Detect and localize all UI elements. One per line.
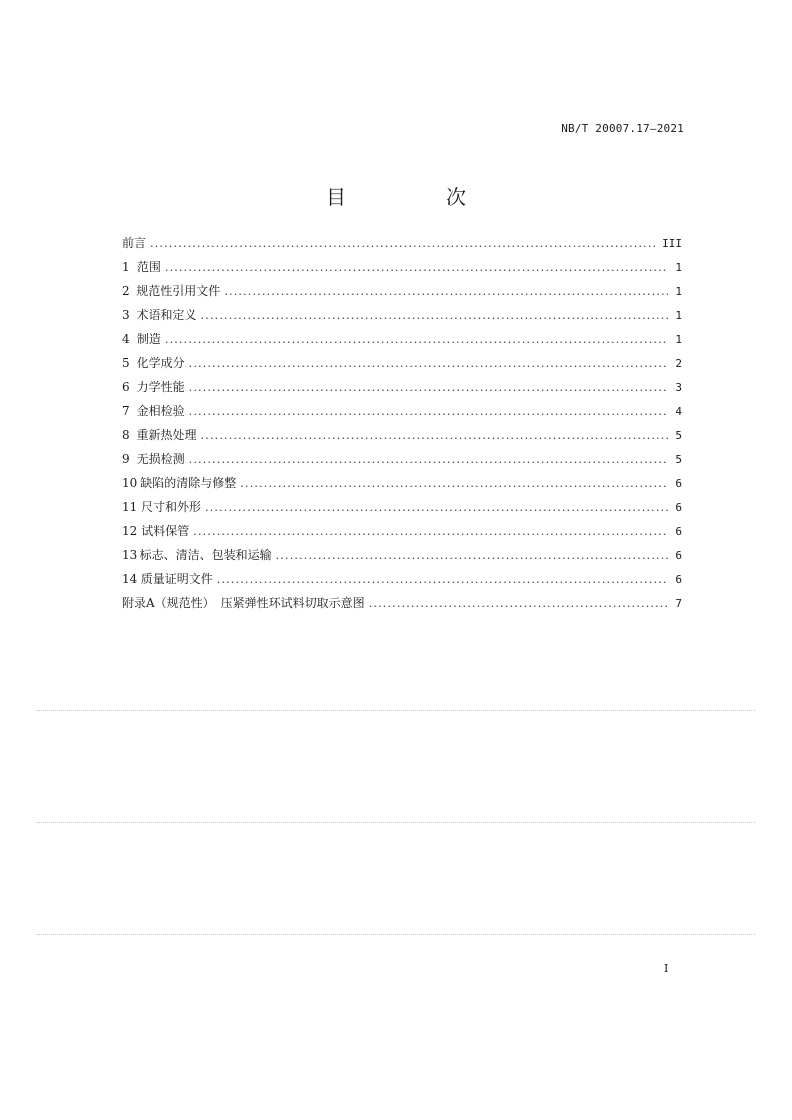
dotted-divider — [36, 934, 756, 935]
toc-entry-page: 1 — [675, 285, 682, 298]
toc-entry-appendix-a[interactable] — [122, 591, 682, 615]
toc-dot-leader — [165, 256, 668, 280]
toc-entry-number: 4 — [122, 332, 130, 346]
dotted-divider — [36, 822, 756, 823]
toc-entry-nondestructive-testing[interactable] — [122, 447, 682, 471]
toc-dot-leader — [165, 328, 668, 352]
toc-entry-label: 重新热处理 — [136, 428, 197, 442]
toc-entry-number: 9 — [122, 452, 130, 466]
toc-entry-marking-packaging[interactable] — [122, 543, 682, 567]
toc-entry-page: 6 — [675, 525, 682, 538]
toc-entry-label: 制造 — [136, 332, 161, 346]
toc-entry-label: 化学成分 — [136, 356, 185, 370]
toc-entry-number: 10 — [122, 476, 138, 490]
toc-entry-number: 12 — [122, 524, 138, 538]
toc-entry-label: 标志、清洁、包装和运输 — [139, 548, 272, 562]
toc-entry-number: 2 — [122, 284, 130, 298]
toc-dot-leader — [369, 592, 668, 616]
toc-entry-defect-removal[interactable] — [122, 471, 682, 495]
toc-dot-leader — [193, 520, 668, 544]
toc-entry-number: 1 — [122, 260, 130, 274]
toc-entry-number: 8 — [122, 428, 130, 442]
toc-dot-leader — [189, 448, 668, 472]
toc-entry-page: 5 — [675, 453, 682, 466]
toc-entry-page: 1 — [675, 261, 682, 274]
toc-entry-number: 13 — [122, 548, 138, 562]
toc-entry-page: 2 — [675, 357, 682, 370]
toc-dot-leader — [189, 376, 668, 400]
toc-entry-label: 无损检测 — [136, 452, 185, 466]
toc-entry-label: 范围 — [136, 260, 161, 274]
toc-entry-number: 6 — [122, 380, 130, 394]
toc-title: 目 次 — [326, 185, 506, 209]
toc-dot-leader — [150, 232, 658, 256]
toc-entry-chemical-composition[interactable] — [122, 351, 682, 375]
toc-entry-number: 14 — [122, 572, 138, 586]
toc-dot-leader — [201, 304, 668, 328]
document-code: NB/T 20007.17—2021 — [561, 122, 684, 135]
toc-entry-label: 力学性能 — [136, 380, 185, 394]
toc-dot-leader — [205, 496, 668, 520]
toc-entry-number: 11 — [122, 500, 138, 514]
toc-entry-page: 5 — [675, 429, 682, 442]
toc-entry-page: 6 — [675, 477, 682, 490]
toc-entry-page: 4 — [675, 405, 682, 418]
toc-entry-normative-references[interactable] — [122, 279, 682, 303]
page-number: I — [664, 962, 669, 975]
toc-entry-page: 6 — [675, 501, 682, 514]
toc-dot-leader — [189, 352, 668, 376]
toc-entry-label: 缺陷的清除与修整 — [140, 476, 237, 490]
toc-entry-page: 6 — [675, 549, 682, 562]
toc-entry-metallographic-examination[interactable] — [122, 399, 682, 423]
toc-dot-leader — [276, 544, 668, 568]
toc-dot-leader — [224, 280, 668, 304]
toc-entry-mechanical-properties[interactable] — [122, 375, 682, 399]
toc-entry-label: 前言 — [122, 236, 147, 250]
toc-dot-leader — [189, 400, 668, 424]
toc-entry-dimensions-shape[interactable] — [122, 495, 682, 519]
toc-entry-page: 7 — [675, 597, 682, 610]
toc-entry-scope[interactable] — [122, 255, 682, 279]
toc-dot-leader — [201, 424, 668, 448]
toc-entry-label: 金相检验 — [136, 404, 185, 418]
dotted-divider — [36, 710, 756, 711]
toc-entry-page: 1 — [675, 333, 682, 346]
toc-entry-number: 3 — [122, 308, 130, 322]
toc-dot-leader — [217, 568, 668, 592]
toc-entry-manufacturing[interactable] — [122, 327, 682, 351]
toc-list — [122, 231, 682, 615]
toc-entry-page: III — [662, 237, 682, 250]
toc-entry-label: 术语和定义 — [136, 308, 197, 322]
toc-entry-number: 5 — [122, 356, 130, 370]
toc-entry-label: 规范性引用文件 — [136, 284, 221, 298]
toc-entry-terms-definitions[interactable] — [122, 303, 682, 327]
toc-entry-label: 试料保管 — [141, 524, 190, 538]
toc-dot-leader — [240, 472, 668, 496]
toc-entry-label: 附录A（规范性） 压紧弹性环试料切取示意图 — [122, 596, 365, 610]
toc-entry-page: 1 — [675, 309, 682, 322]
toc-entry-specimen-storage[interactable] — [122, 519, 682, 543]
toc-entry-foreword[interactable] — [122, 231, 682, 255]
toc-entry-number: 7 — [122, 404, 130, 418]
toc-entry-label: 质量证明文件 — [140, 572, 213, 586]
toc-entry-reheat-treatment[interactable] — [122, 423, 682, 447]
toc-entry-quality-certificate[interactable] — [122, 567, 682, 591]
toc-entry-page: 6 — [675, 573, 682, 586]
toc-entry-page: 3 — [675, 381, 682, 394]
toc-entry-label: 尺寸和外形 — [140, 500, 201, 514]
